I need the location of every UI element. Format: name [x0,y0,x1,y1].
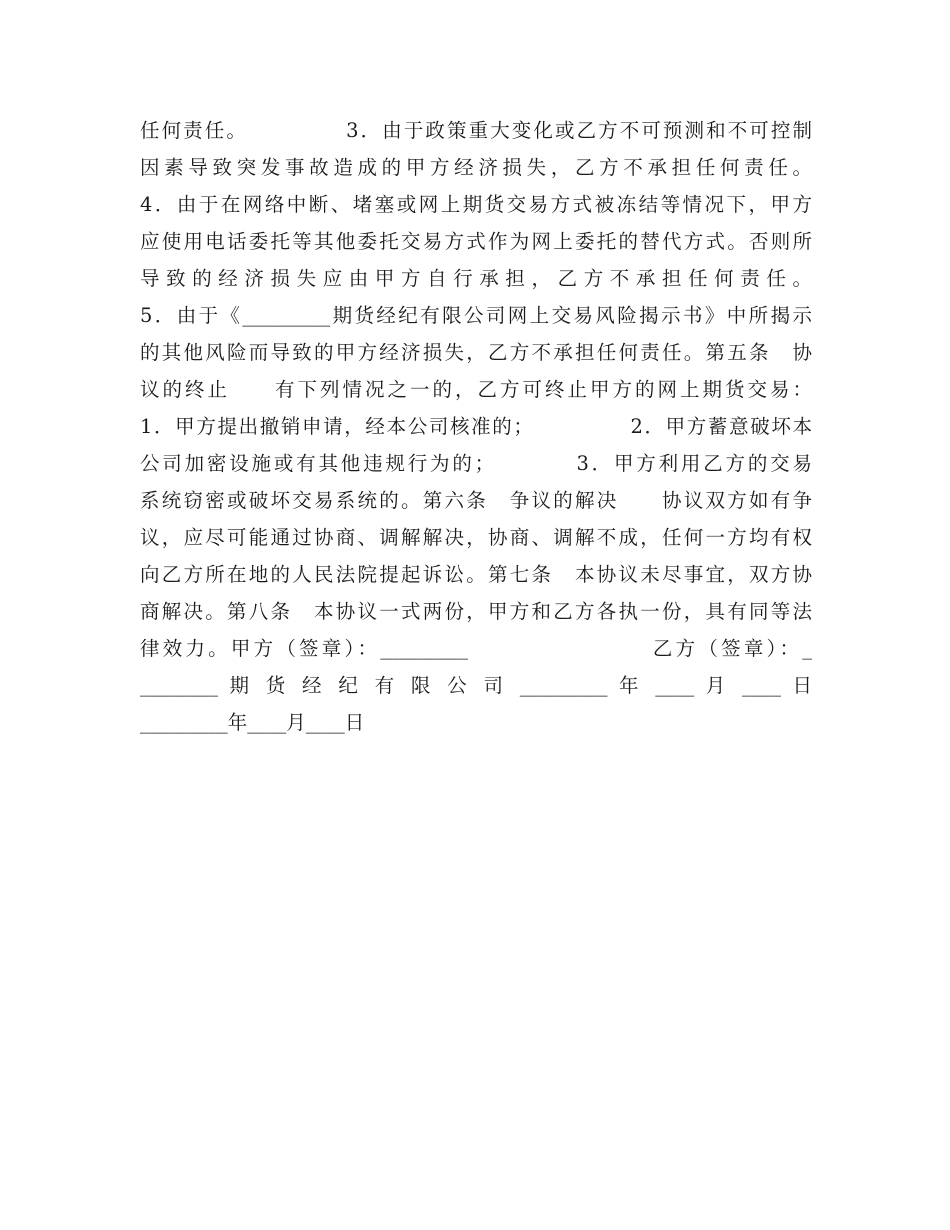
text-line-2: 因素导致突发事故造成的甲方经济损失，乙方不承担任何责任。 [140,156,812,179]
text-line-14: 商解决。第八条 本协议一式两份，甲方和乙方各执一份，具有同等法 [140,600,812,623]
contract-text-body [140,112,812,741]
text-line-15: 律效力。甲方（签章）：_________ 乙方（签章）：_ [140,637,812,660]
text-line-10: 公司加密设施或有其他违规行为的； 3．甲方利用乙方的交易 [140,452,812,475]
text-line-11: 系统窃密或破坏交易系统的。第六条 争议的解决 协议双方如有争 [140,489,812,512]
text-line-12: 议，应尽可能通过协商、调解解决，协商、调解不成，任何一方均有权 [140,526,812,549]
text-line-8: 议的终止 有下列情况之一的，乙方可终止甲方的网上期货交易： [140,378,812,401]
text-line-3: 4．由于在网络中断、堵塞或网上期货交易方式被冻结等情况下，甲方 [140,193,812,216]
text-line-17: _________年____月____日 [140,711,365,734]
text-line-13: 向乙方所在地的人民法院提起诉讼。第七条 本协议未尽事宜，双方协 [140,563,812,586]
text-line-5: 导致的经济损失应由甲方自行承担，乙方不承担任何责任。 [140,267,812,290]
text-line-4: 应使用电话委托等其他委托交易方式作为网上委托的替代方式。否则所 [140,230,812,253]
text-line-7: 的其他风险而导致的甲方经济损失，乙方不承担任何责任。第五条 协 [140,341,812,364]
text-line-6: 5．由于《_________期货经纪有限公司网上交易风险揭示书》中所揭示 [140,304,812,327]
text-line-1: 任何责任。 3．由于政策重大变化或乙方不可预测和不可控制 [140,119,812,142]
text-line-16: ________ 期 货 经 纪 有 限 公 司 _________ 年 ____ 月 ____ 日 [140,674,812,697]
text-line-9: 1．甲方提出撤销申请，经本公司核准的； 2．甲方蓄意破坏本 [140,415,812,438]
